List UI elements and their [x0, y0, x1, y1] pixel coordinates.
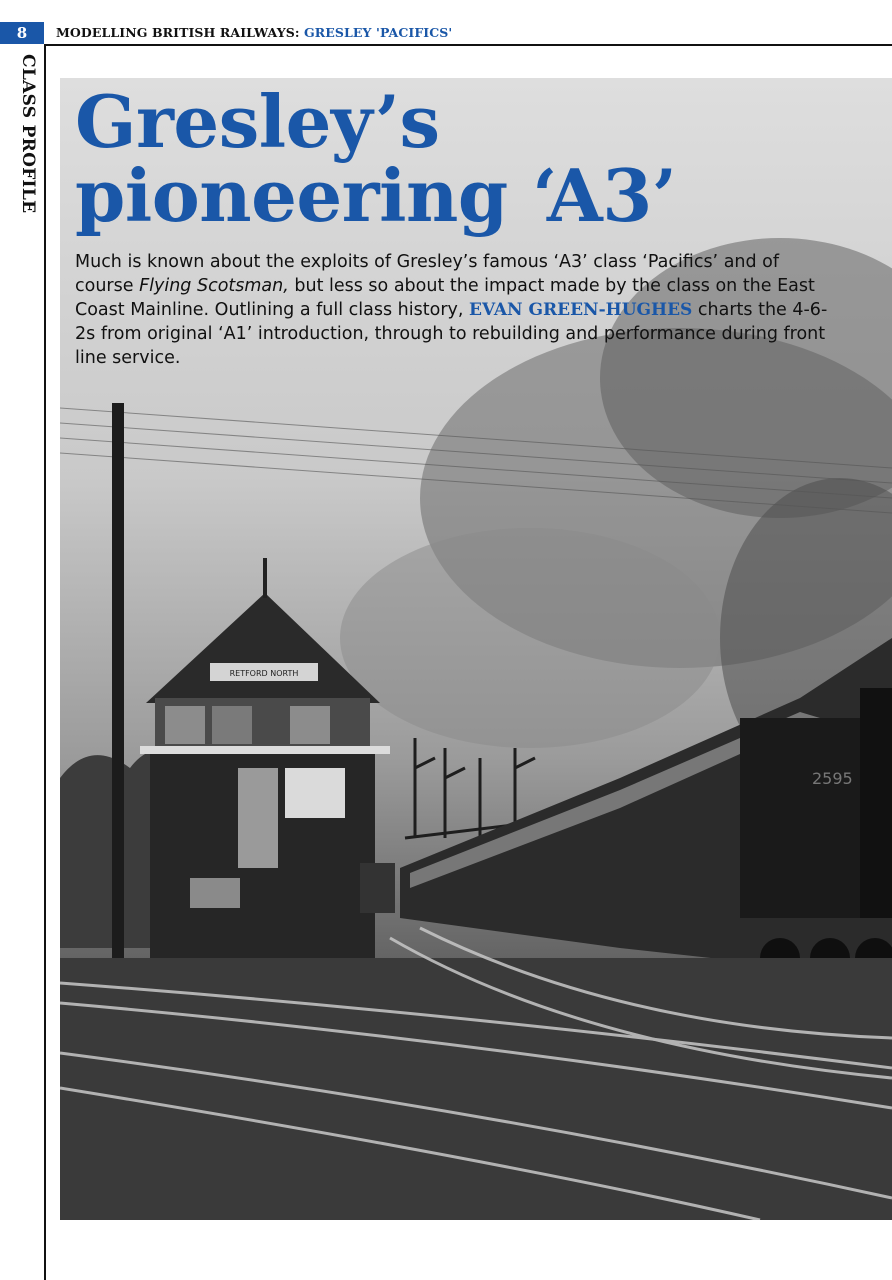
author-byline: EVAN GREEN-HUGHES	[469, 300, 693, 320]
section-side-label: CLASS PROFILE	[18, 54, 38, 214]
distant-train	[360, 863, 395, 913]
standfirst-italic-title: Flying Scotsman,	[139, 276, 289, 296]
signal-box-sign: RETFORD NORTH	[229, 669, 299, 678]
headline-line-1: Gresley’s	[75, 79, 440, 164]
article-headline	[75, 79, 677, 238]
standfirst-part-3: charts the 4-6-2s from original ‘A1’ introduction, through to rebuilding and performance during front line service.	[75, 300, 828, 368]
standfirst-part-2: but less so about the impact made by the class on the East Coast Mainline. Outlining a full class history,	[75, 276, 815, 320]
side-rule	[44, 44, 46, 1280]
running-head-accent: GRESLEY 'PACIFICS'	[304, 25, 453, 40]
running-head	[56, 22, 452, 44]
headline-line-2: pioneering ‘A3’	[75, 153, 677, 238]
loco-number: 2595	[812, 769, 853, 788]
standfirst	[75, 250, 835, 370]
telegraph-pole	[112, 403, 124, 973]
page-number: 8	[0, 22, 44, 44]
standfirst-part-1: Much is known about the exploits of Gresley’s famous ‘A3’ class ‘Pacifics’ and of course	[75, 252, 780, 296]
running-head-title: MODELLING BRITISH RAILWAYS:	[56, 25, 305, 40]
header-rule	[44, 44, 892, 46]
